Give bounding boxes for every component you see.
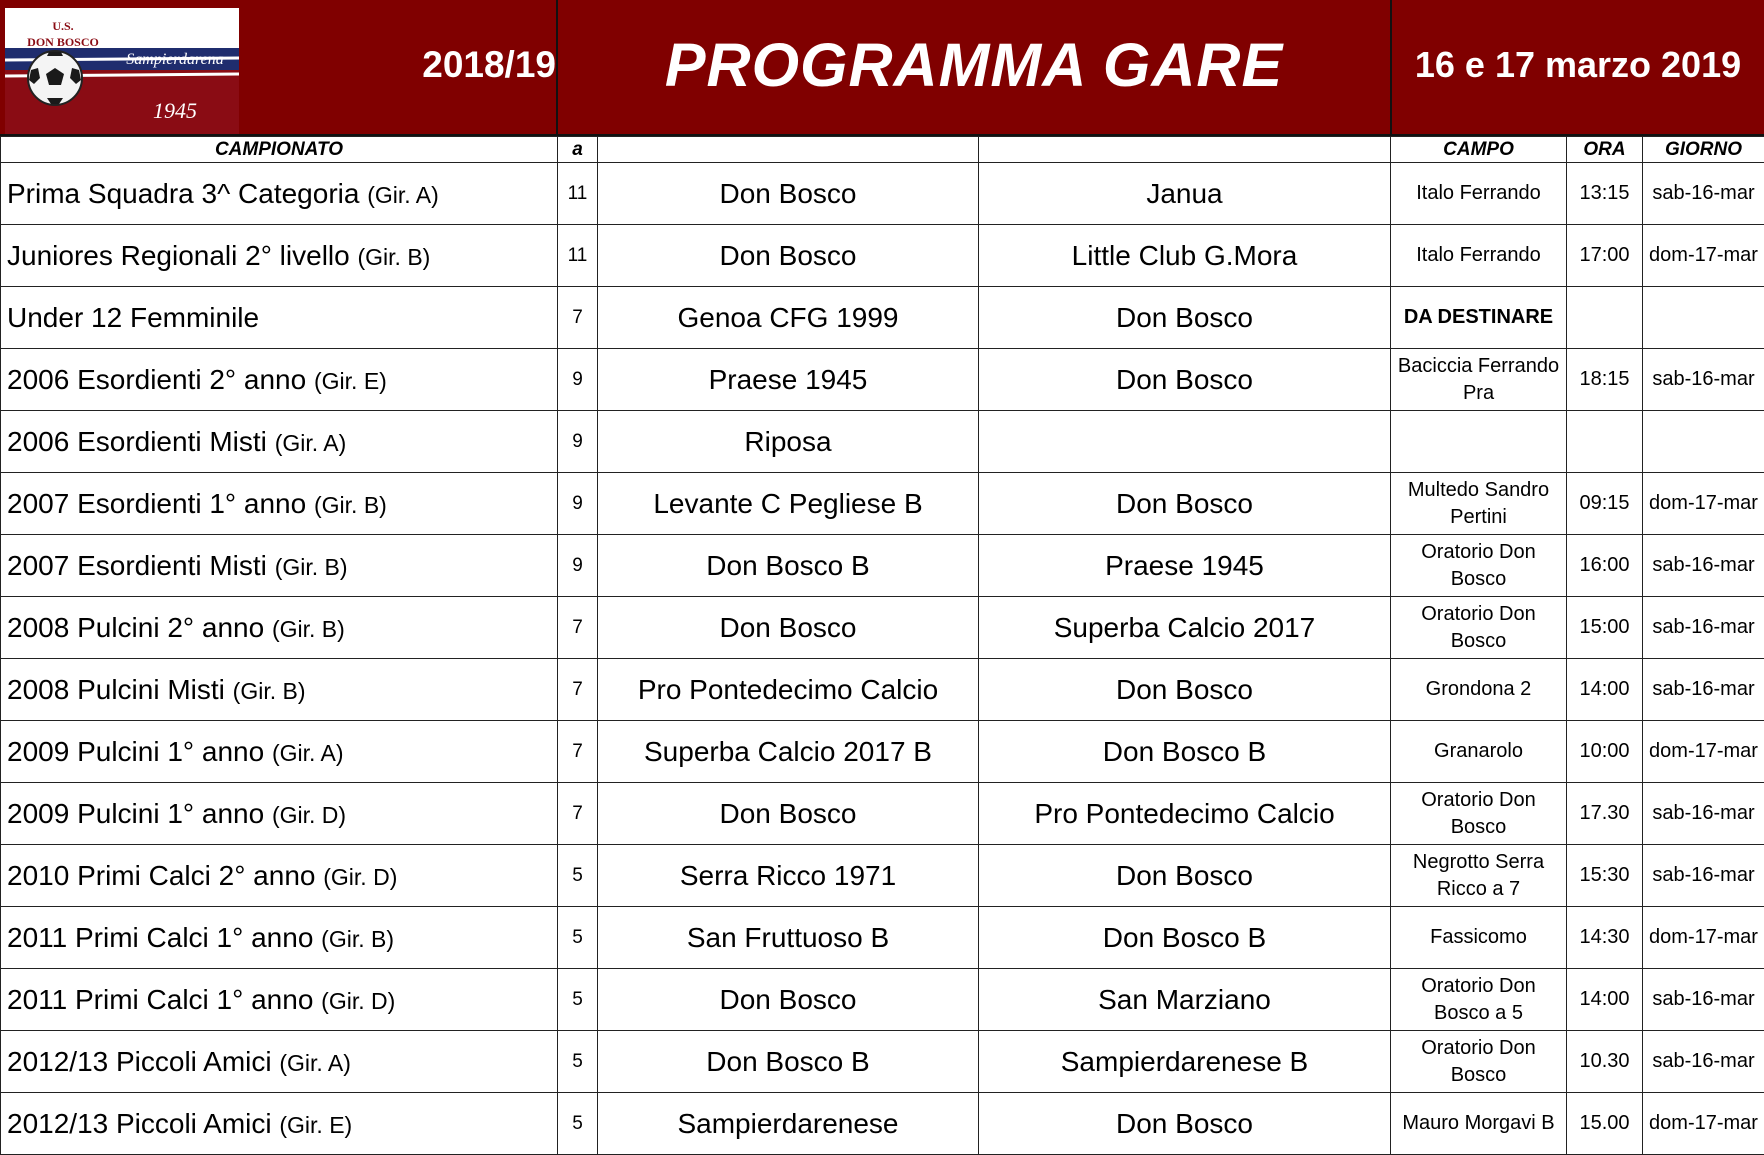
table-row [1, 1031, 1764, 1093]
group-label: (Gir. D) [323, 864, 397, 890]
home-team-cell: Don Bosco [598, 225, 979, 287]
field-cell: Fassicomo [1391, 907, 1567, 969]
championship-cell [1, 287, 558, 349]
home-team-cell: Superba Calcio 2017 B [598, 721, 979, 783]
championship-cell [1, 535, 558, 597]
championship-name: 2007 Esordienti Misti [7, 550, 267, 581]
championship-name: 2006 Esordienti Misti [7, 426, 267, 457]
season-label: 2018/19 [370, 44, 556, 86]
home-team-cell: Genoa CFG 1999 [598, 287, 979, 349]
table-row [1, 597, 1764, 659]
home-team-cell: Praese 1945 [598, 349, 979, 411]
table-row [1, 411, 1764, 473]
table-row [1, 969, 1764, 1031]
field-cell: Baciccia Ferrando Pra [1391, 349, 1567, 411]
field-cell: Oratorio Don Bosco [1391, 783, 1567, 845]
round-cell: 7 [558, 287, 598, 349]
logo-line1: U.S. [52, 19, 73, 33]
championship-cell [1, 969, 558, 1031]
championship-name: 2008 Pulcini 2° anno [7, 612, 264, 643]
time-cell: 16:00 [1567, 535, 1643, 597]
table-row [1, 535, 1764, 597]
away-team-cell: Don Bosco [979, 659, 1391, 721]
home-team-cell: Pro Pontedecimo Calcio [598, 659, 979, 721]
away-team-cell: Pro Pontedecimo Calcio [979, 783, 1391, 845]
round-cell: 11 [558, 225, 598, 287]
logo-line2: DON BOSCO [27, 35, 99, 49]
away-team-cell: Little Club G.Mora [979, 225, 1391, 287]
round-cell: 5 [558, 1093, 598, 1155]
time-cell: 17.30 [1567, 783, 1643, 845]
championship-name: 2012/13 Piccoli Amici [7, 1046, 272, 1077]
time-cell: 17:00 [1567, 225, 1643, 287]
away-team-cell: Don Bosco B [979, 907, 1391, 969]
day-cell [1643, 287, 1764, 349]
time-cell [1567, 411, 1643, 473]
day-cell: dom-17-mar [1643, 1093, 1764, 1155]
logo-script: Sampierdarena [126, 51, 223, 68]
away-team-cell: Don Bosco B [979, 721, 1391, 783]
time-cell: 14:00 [1567, 659, 1643, 721]
table-row [1, 349, 1764, 411]
championship-cell [1, 349, 558, 411]
home-team-cell: San Fruttuoso B [598, 907, 979, 969]
round-cell: 9 [558, 411, 598, 473]
field-cell: Italo Ferrando [1391, 225, 1567, 287]
field-cell [1391, 411, 1567, 473]
time-cell: 13:15 [1567, 163, 1643, 225]
round-cell: 9 [558, 535, 598, 597]
col-header-day: GIORNO [1643, 137, 1764, 163]
round-cell: 5 [558, 845, 598, 907]
logo-year: 1945 [153, 98, 197, 123]
day-cell: sab-16-mar [1643, 597, 1764, 659]
field-cell: Granarolo [1391, 721, 1567, 783]
club-logo [5, 8, 239, 134]
away-team-cell: Don Bosco [979, 287, 1391, 349]
col-header-field: CAMPO [1391, 137, 1567, 163]
away-team-cell: Don Bosco [979, 845, 1391, 907]
championship-cell [1, 411, 558, 473]
table-row [1, 721, 1764, 783]
col-header-home [598, 137, 979, 163]
championship-name: 2009 Pulcini 1° anno [7, 736, 264, 767]
home-team-cell: Levante C Pegliese B [598, 473, 979, 535]
home-team-cell: Don Bosco [598, 783, 979, 845]
championship-name: 2012/13 Piccoli Amici [7, 1108, 272, 1139]
table-row [1, 659, 1764, 721]
round-cell: 7 [558, 597, 598, 659]
time-cell: 15:30 [1567, 845, 1643, 907]
championship-cell [1, 721, 558, 783]
table-row [1, 1093, 1764, 1155]
group-label: (Gir. A) [272, 740, 344, 766]
field-cell: Italo Ferrando [1391, 163, 1567, 225]
round-cell: 5 [558, 907, 598, 969]
group-label: (Gir. B) [233, 678, 306, 704]
table-row [1, 845, 1764, 907]
round-cell: 9 [558, 473, 598, 535]
col-header-time: ORA [1567, 137, 1643, 163]
col-header-away [979, 137, 1391, 163]
table-row [1, 783, 1764, 845]
time-cell: 09:15 [1567, 473, 1643, 535]
championship-name: 2008 Pulcini Misti [7, 674, 225, 705]
group-label: (Gir. A) [367, 182, 439, 208]
group-label: (Gir. B) [321, 926, 394, 952]
home-team-cell: Don Bosco [598, 969, 979, 1031]
day-cell: sab-16-mar [1643, 535, 1764, 597]
championship-name: Under 12 Femminile [7, 302, 259, 333]
group-label: (Gir. D) [321, 988, 395, 1014]
time-cell: 14:30 [1567, 907, 1643, 969]
schedule-table [0, 136, 1764, 1155]
col-header-championship: CAMPIONATO [1, 137, 558, 163]
away-team-cell: Don Bosco [979, 473, 1391, 535]
group-label: (Gir. B) [358, 244, 431, 270]
field-cell: Mauro Morgavi B [1391, 1093, 1567, 1155]
away-team-cell: Don Bosco [979, 349, 1391, 411]
time-cell: 15.00 [1567, 1093, 1643, 1155]
championship-cell [1, 597, 558, 659]
championship-name: Prima Squadra 3^ Categoria [7, 178, 359, 209]
group-label: (Gir. A) [279, 1050, 351, 1076]
round-cell: 5 [558, 969, 598, 1031]
time-cell: 10.30 [1567, 1031, 1643, 1093]
day-cell: sab-16-mar [1643, 783, 1764, 845]
championship-cell [1, 1031, 558, 1093]
time-cell: 15:00 [1567, 597, 1643, 659]
time-cell: 14:00 [1567, 969, 1643, 1031]
table-row [1, 287, 1764, 349]
home-team-cell: Riposa [598, 411, 979, 473]
table-row [1, 473, 1764, 535]
championship-cell [1, 783, 558, 845]
day-cell: dom-17-mar [1643, 721, 1764, 783]
championship-cell [1, 845, 558, 907]
home-team-cell: Don Bosco B [598, 1031, 979, 1093]
championship-name: 2011 Primi Calci 1° anno [7, 984, 313, 1015]
group-label: (Gir. A) [275, 430, 347, 456]
home-team-cell: Don Bosco [598, 163, 979, 225]
group-label: (Gir. E) [279, 1112, 352, 1138]
championship-cell [1, 1093, 558, 1155]
round-cell: 9 [558, 349, 598, 411]
round-cell: 7 [558, 659, 598, 721]
day-cell: sab-16-mar [1643, 163, 1764, 225]
time-cell: 18:15 [1567, 349, 1643, 411]
table-header-row [1, 137, 1764, 163]
championship-cell [1, 225, 558, 287]
table-row [1, 907, 1764, 969]
col-header-round: a [558, 137, 598, 163]
table-row [1, 163, 1764, 225]
time-cell [1567, 287, 1643, 349]
group-label: (Gir. E) [314, 368, 387, 394]
day-cell: sab-16-mar [1643, 845, 1764, 907]
championship-name: 2007 Esordienti 1° anno [7, 488, 306, 519]
group-label: (Gir. B) [275, 554, 348, 580]
away-team-cell: Janua [979, 163, 1391, 225]
championship-name: Juniores Regionali 2° livello [7, 240, 350, 271]
field-cell: Oratorio Don Bosco [1391, 1031, 1567, 1093]
field-cell: Grondona 2 [1391, 659, 1567, 721]
home-team-cell: Sampierdarenese [598, 1093, 979, 1155]
away-team-cell: Don Bosco [979, 1093, 1391, 1155]
home-team-cell: Don Bosco [598, 597, 979, 659]
away-team-cell: San Marziano [979, 969, 1391, 1031]
home-team-cell: Don Bosco B [598, 535, 979, 597]
day-cell [1643, 411, 1764, 473]
away-team-cell: Praese 1945 [979, 535, 1391, 597]
round-cell: 11 [558, 163, 598, 225]
championship-name: 2011 Primi Calci 1° anno [7, 922, 313, 953]
day-cell: sab-16-mar [1643, 659, 1764, 721]
championship-name: 2010 Primi Calci 2° anno [7, 860, 315, 891]
field-cell: Oratorio Don Bosco a 5 [1391, 969, 1567, 1031]
table-row [1, 225, 1764, 287]
group-label: (Gir. B) [314, 492, 387, 518]
day-cell: dom-17-mar [1643, 225, 1764, 287]
day-cell: sab-16-mar [1643, 969, 1764, 1031]
championship-name: 2006 Esordienti 2° anno [7, 364, 306, 395]
day-cell: dom-17-mar [1643, 907, 1764, 969]
time-cell: 10:00 [1567, 721, 1643, 783]
field-cell: Oratorio Don Bosco [1391, 535, 1567, 597]
field-cell: Multedo Sandro Pertini [1391, 473, 1567, 535]
group-label: (Gir. B) [272, 616, 345, 642]
round-cell: 7 [558, 721, 598, 783]
championship-name: 2009 Pulcini 1° anno [7, 798, 264, 829]
away-team-cell: Superba Calcio 2017 [979, 597, 1391, 659]
home-team-cell: Serra Ricco 1971 [598, 845, 979, 907]
dates-label: 16 e 17 marzo 2019 [1392, 44, 1764, 86]
field-cell: Negrotto Serra Ricco a 7 [1391, 845, 1567, 907]
day-cell: sab-16-mar [1643, 349, 1764, 411]
group-label: (Gir. D) [272, 802, 346, 828]
championship-cell [1, 473, 558, 535]
round-cell: 7 [558, 783, 598, 845]
away-team-cell [979, 411, 1391, 473]
field-cell: DA DESTINARE [1391, 287, 1567, 349]
day-cell: dom-17-mar [1643, 473, 1764, 535]
championship-cell [1, 659, 558, 721]
day-cell: sab-16-mar [1643, 1031, 1764, 1093]
championship-cell [1, 907, 558, 969]
field-cell: Oratorio Don Bosco [1391, 597, 1567, 659]
away-team-cell: Sampierdarenese B [979, 1031, 1391, 1093]
header-band [0, 0, 1764, 136]
round-cell: 5 [558, 1031, 598, 1093]
championship-cell [1, 163, 558, 225]
page-title: PROGRAMMA GARE [558, 30, 1390, 100]
